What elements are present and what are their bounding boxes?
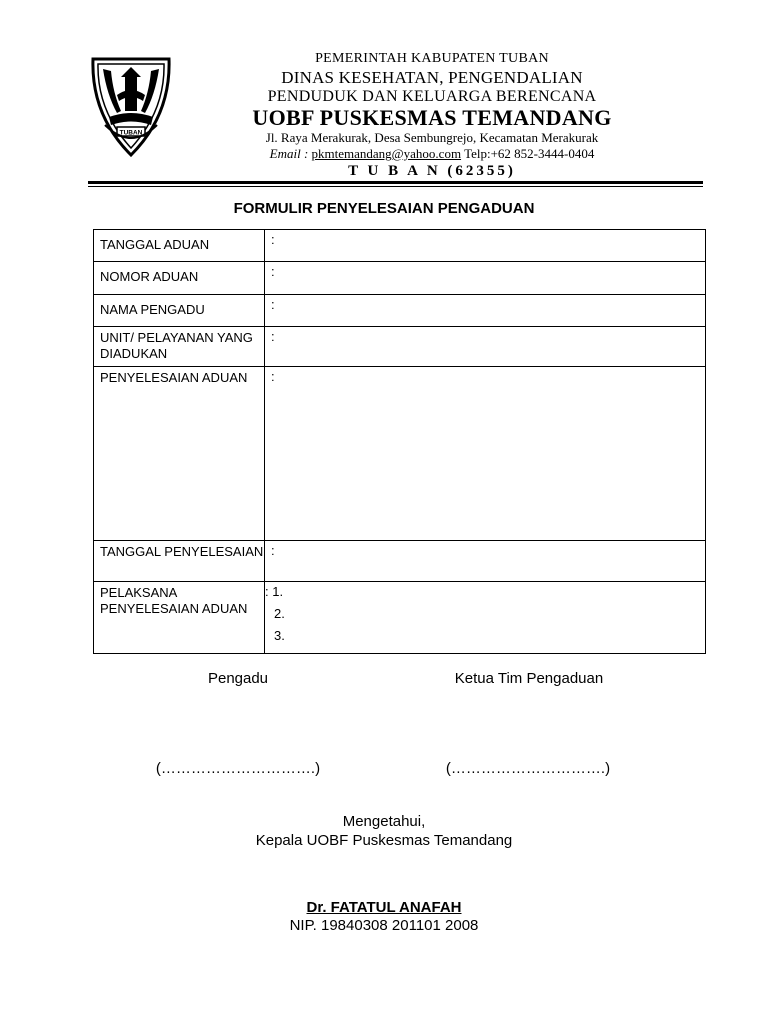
government-name: PEMERINTAH KABUPATEN TUBAN (315, 51, 549, 66)
acknowledgement-block (0, 812, 768, 850)
form-row-resolution (94, 367, 706, 541)
head-name: Dr. FATATUL ANAFAH (306, 899, 462, 916)
form-row-complaint-date (94, 230, 706, 262)
field-label: TANGGAL ADUAN (94, 230, 265, 262)
department-name-line2: PENDUDUK DAN KELUARGA BERENCANA (267, 88, 597, 105)
field-label: NOMOR ADUAN (94, 262, 265, 295)
contact-line (192, 146, 672, 162)
email-link[interactable]: pkmtemandang@yahoo.com (311, 146, 462, 161)
field-colon: : (271, 329, 275, 344)
emblem-banner-text: TUBAN (119, 129, 143, 137)
acknowledgement-heading: Mengetahui, (342, 813, 426, 830)
complaint-date-field[interactable] (265, 230, 706, 262)
institution-name: UOBF PUSKESMAS TEMANDANG (252, 105, 612, 130)
resolution-date-field[interactable] (265, 541, 706, 582)
field-label: PELAKSANA PENYELESAIAN ADUAN (94, 582, 265, 654)
field-label: NAMA PENGADU (94, 295, 265, 327)
form-row-resolution-date (94, 541, 706, 582)
field-label: TANGGAL PENYELESAIAN (94, 541, 265, 582)
regency-emblem-icon (87, 55, 175, 159)
letterhead-divider-thick (88, 181, 703, 184)
complainant-name-field[interactable] (265, 295, 706, 327)
address: Jl. Raya Merakurak, Desa Sembungrejo, Kecamatan Merakurak (265, 130, 599, 145)
phone-number: Telp:+62 852-3444-0404 (464, 146, 595, 161)
form-row-executors (94, 582, 706, 654)
resolution-field[interactable] (265, 367, 706, 541)
field-colon: : (271, 264, 275, 279)
complainant-signature-title: Pengadu (207, 670, 269, 687)
letterhead (84, 50, 644, 180)
email-label: Email : (269, 146, 309, 161)
form-title: FORMULIR PENYELESAIAN PENGADUAN (233, 200, 535, 217)
service-unit-field[interactable] (265, 327, 706, 367)
complainant-signature-line[interactable]: (………………………….) (155, 760, 321, 777)
department-name-line1: DINAS KESEHATAN, PENGENDALIAN (281, 68, 583, 87)
executor-item[interactable] (265, 606, 705, 628)
committee-chair-signature-line[interactable]: (………………………….) (445, 760, 611, 777)
city-postcode: T U B A N (62355) (348, 163, 516, 179)
field-label: UNIT/ PELAYANAN YANG DIADUKAN (94, 327, 265, 367)
executor-item[interactable] (265, 628, 705, 650)
executors-field[interactable] (265, 582, 706, 654)
form-row-complaint-number (94, 262, 706, 295)
committee-chair-signature-title: Ketua Tim Pengaduan (454, 670, 604, 687)
head-title: Kepala UOBF Puskesmas Temandang (255, 832, 513, 849)
complaint-number-field[interactable] (265, 262, 706, 295)
executor-number: 1. (272, 584, 284, 599)
letterhead-divider-thin (88, 186, 703, 187)
form-row-service-unit (94, 327, 706, 367)
form-row-complainant-name (94, 295, 706, 327)
executor-number: 3. (274, 628, 285, 643)
field-label: PENYELESAIAN ADUAN (94, 367, 265, 541)
field-colon: : (271, 543, 275, 558)
executor-number: 2. (274, 606, 285, 621)
executor-item[interactable] (265, 584, 705, 606)
field-colon: : (271, 369, 275, 384)
letterhead-text (192, 50, 672, 181)
executor-list (265, 584, 705, 650)
field-colon: : (265, 584, 269, 599)
head-nip: NIP. 19840308 201101 2008 (289, 917, 479, 934)
field-colon: : (271, 297, 275, 312)
field-colon: : (271, 232, 275, 247)
complaint-form-table (93, 229, 706, 654)
